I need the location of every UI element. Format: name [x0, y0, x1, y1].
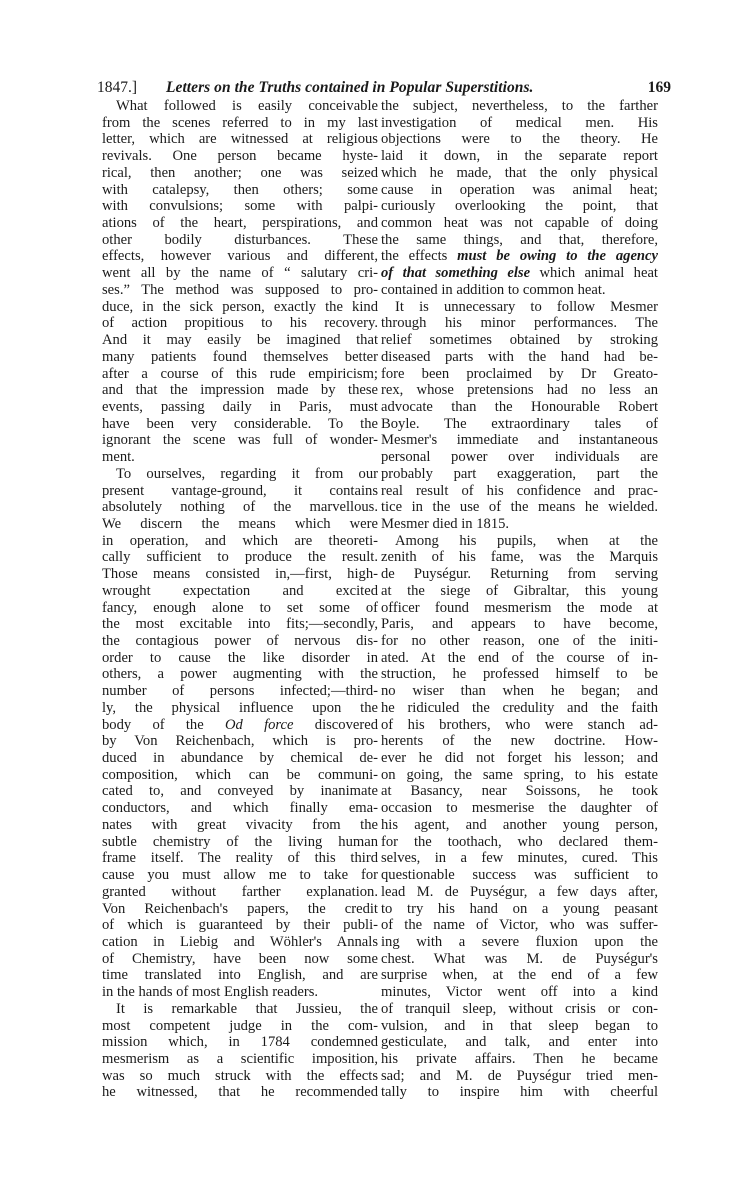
- text-line: order to cause the like disorder in: [102, 649, 378, 666]
- text-line: by Von Reichenbach, which is pro-: [102, 733, 378, 750]
- text-line: from the scenes referred to in my last: [102, 114, 378, 131]
- text-line: occasion to mesmerise the daughter of: [381, 800, 658, 817]
- text-line: Mesmer died in 1815.: [381, 515, 510, 532]
- text-line: cated to, and conveyed by inanimate: [102, 783, 378, 800]
- text-line: questionable success was sufficient to: [381, 867, 658, 884]
- text-line: to try his hand on a young peasant: [381, 900, 658, 917]
- page-number: 169: [647, 79, 671, 96]
- text-line: [381, 265, 658, 282]
- left-column: [102, 98, 378, 1101]
- text-line: ly, the physical influence upon the: [102, 699, 378, 716]
- header-year: 1847.]: [97, 79, 138, 96]
- text-line: others, a power augmenting with the: [102, 666, 378, 683]
- text-line: of Chemistry, have been now some: [102, 950, 378, 967]
- text-line: nates with great vivacity from the: [102, 816, 378, 833]
- text-line: cally sufficient to produce the result.: [102, 549, 378, 566]
- text-line: of action propitious to his recovery.: [102, 315, 378, 332]
- text-line: It is remarkable that Jussieu, the: [116, 1000, 378, 1017]
- text-line: duce, in the sick person, exactly the kind: [102, 298, 378, 315]
- text-line: sad; and M. de Puységur tried men-: [381, 1067, 658, 1084]
- text-line: rex, whose pretensions had no less an: [381, 382, 658, 399]
- text-line: Von Reichenbach's papers, the credit: [102, 900, 378, 917]
- text-line: zenith of his fame, was the Marquis: [381, 549, 658, 566]
- text-line: his agent, and another young person,: [381, 816, 658, 833]
- text-line: Mesmer's immediate and instantaneous: [381, 432, 658, 449]
- text-line: It is unnecessary to follow Mesmer: [395, 298, 658, 315]
- text-line: [102, 717, 378, 734]
- text-line: no wiser than when he began; and: [381, 683, 658, 700]
- text-line: ses.” The method was supposed to pro-: [102, 281, 378, 298]
- text-line: minutes, Victor went off into a kind: [381, 984, 658, 1001]
- text-line: What followed is easily conceivable: [116, 98, 378, 114]
- italic-phrase: Od force: [224, 716, 294, 733]
- text-line: the subject, nevertheless, to the farther: [381, 98, 658, 114]
- text-line: Among his pupils, when at the: [395, 532, 658, 549]
- text-line: ment.: [102, 449, 135, 466]
- text-line: [381, 248, 658, 265]
- right-column: [381, 98, 658, 1101]
- text-line: Paris, and appears to have become,: [381, 616, 658, 633]
- text-line: conductors, and which finally ema-: [102, 800, 378, 817]
- text-line: fore been proclaimed by Dr Greato-: [381, 365, 658, 382]
- text-line: And it may easily be imagined that: [102, 332, 378, 349]
- text-line: selves, in a few minutes, cured. This: [381, 850, 658, 867]
- text-line: ations of the heart, perspirations, and: [102, 215, 378, 232]
- text-line: Those means consisted in,—first, high-: [102, 566, 378, 583]
- text-line: mission which, in 1784 condemned: [102, 1034, 378, 1051]
- text-line: contained in addition to common heat.: [381, 281, 606, 298]
- text-line: cation in Liebig and Wöhler's Annals: [102, 933, 378, 950]
- text-line: the most excitable into fits;—secondly,: [102, 616, 378, 633]
- text-line: events, passing daily in Paris, must: [102, 398, 378, 415]
- text-line: laid it down, in the separate report: [381, 148, 658, 165]
- text-line: with convulsions; some with palpi-: [102, 198, 378, 215]
- text-line: he witnessed, that he recommended: [102, 1084, 378, 1101]
- text-line: probably part exaggeration, part the: [381, 465, 658, 482]
- text-line: he ridiculed the credulity and the faith: [381, 699, 658, 716]
- text-line: of the name of Victor, who was suffer-: [381, 917, 658, 934]
- text-line: chest. What was M. de Puységur's: [381, 950, 658, 967]
- text-line: number of persons infected;—third-: [102, 683, 378, 700]
- text-line: vulsion, and in that sleep began to: [381, 1017, 658, 1034]
- text-line: at the siege of Gibraltar, this young: [381, 582, 658, 599]
- text-line: letter, which are witnessed at religious: [102, 131, 378, 148]
- text-line: for the toothach, who declared them-: [381, 833, 658, 850]
- text-line: effects, however various and different,: [102, 248, 378, 265]
- text-line: advocate than the Honourable Robert: [381, 398, 658, 415]
- text-line: gesticulate, and talk, and enter into: [381, 1034, 658, 1051]
- text-line: revivals. One person became hyste-: [102, 148, 378, 165]
- text-line: granted without farther explanation.: [102, 883, 378, 900]
- text-line: have been very considerable. To the: [102, 415, 378, 432]
- text-line: other bodily disturbances. These: [102, 231, 378, 248]
- text-fragment: which animal heat: [530, 265, 658, 282]
- text-line: curiously overlooking the point, that: [381, 198, 658, 215]
- text-line: lead M. de Puységur, a few days after,: [381, 883, 658, 900]
- text-line: in the hands of most English readers.: [102, 984, 319, 1001]
- text-line: personal power over individuals are: [381, 449, 658, 466]
- text-line: common heat was not capable of doing: [381, 215, 658, 232]
- text-line: ated. At the end of the course of in-: [381, 649, 658, 666]
- text-line: time translated into English, and are: [102, 967, 378, 984]
- text-line: was so much struck with the effects: [102, 1067, 378, 1084]
- text-line: struction, he professed himself to be: [381, 666, 658, 683]
- text-line: of his brothers, who were stanch ad-: [381, 716, 658, 733]
- text-line: We discern the means which were: [102, 515, 378, 532]
- text-line: his private affairs. Then he became: [381, 1050, 658, 1067]
- text-line: mesmerism as a scientific imposition,: [102, 1050, 378, 1067]
- text-line: herents of the new doctrine. How-: [381, 733, 658, 750]
- text-line: present vantage-ground, it contains: [102, 482, 378, 499]
- text-line: and that the impression made by these: [102, 382, 378, 399]
- running-header: [97, 78, 677, 98]
- text-line: de Puységur. Returning from serving: [381, 566, 658, 583]
- text-line: which he made, that the only physical: [381, 164, 658, 181]
- text-line: cause in operation was animal heat;: [381, 181, 658, 198]
- running-title: Letters on the Truths contained in Popular Superstitions.: [166, 79, 534, 96]
- text-line: cause you must allow me to take for: [102, 867, 378, 884]
- text-line: absolutely nothing of the marvellous.: [102, 499, 378, 516]
- text-line: tally to inspire him with cheerful: [381, 1084, 658, 1101]
- text-line: rical, then another; one was seized: [102, 164, 378, 181]
- text-line: of tranquil sleep, without crisis or con-: [381, 1000, 658, 1017]
- text-line: subtle chemistry of the living human: [102, 833, 378, 850]
- text-line: for no other reason, one of the initi-: [381, 633, 658, 649]
- text-line: ing with a severe fluxion upon the: [381, 933, 658, 950]
- text-line: ever he did not forget his lesson; and: [381, 750, 658, 767]
- text-line: went all by the name of “ salutary cri-: [102, 265, 378, 282]
- text-line: Boyle. The extraordinary tales of: [381, 415, 658, 432]
- text-fragment: discovered: [293, 716, 378, 733]
- text-line: in operation, and which are theoreti-: [102, 532, 378, 549]
- text-line: relief sometimes obtained by stroking: [381, 332, 658, 349]
- text-line: real result of his confidence and prac-: [381, 482, 658, 499]
- text-line: the same things, and that, therefore,: [381, 231, 658, 248]
- text-line: at Basancy, near Soissons, he took: [381, 783, 658, 800]
- emphasis-phrase: of that something else: [381, 265, 531, 282]
- text-line: ignorant the scene was full of wonder-: [102, 432, 378, 449]
- text-line: of which is guaranteed by their publi-: [102, 917, 378, 934]
- text-line: composition, which can be communi-: [102, 766, 378, 783]
- text-line: on going, the same spring, to his estate: [381, 766, 658, 783]
- text-line: with catalepsy, then others; some: [102, 181, 378, 198]
- text-line: most competent judge in the com-: [102, 1017, 378, 1034]
- text-line: through his minor performances. The: [381, 315, 658, 332]
- text-line: diseased parts with the hand had be-: [381, 348, 658, 365]
- text-fragment: the effects: [381, 248, 458, 265]
- emphasis-phrase: must be owing to the agency: [457, 248, 659, 265]
- text-line: surprise when, at the end of a few: [381, 967, 658, 984]
- text-line: the contagious power of nervous dis-: [102, 633, 378, 649]
- text-line: To ourselves, regarding it from our: [116, 465, 378, 482]
- text-line: objections were to the theory. He: [381, 131, 658, 148]
- text-line: many patients found themselves better: [102, 348, 378, 365]
- text-line: after a course of this rude empiricism;: [102, 365, 378, 382]
- text-line: duced in abundance by chemical de-: [102, 750, 378, 767]
- text-line: fancy, enough alone to set some of: [102, 599, 378, 616]
- text-fragment: body of the: [102, 716, 225, 733]
- text-line: frame itself. The reality of this third: [102, 850, 378, 867]
- text-line: tice in the use of the means he wielded.: [381, 499, 658, 516]
- text-line: investigation of medical men. His: [381, 114, 658, 131]
- text-line: officer found mesmerism the mode at: [381, 599, 658, 616]
- text-line: wrought expectation and excited: [102, 582, 378, 599]
